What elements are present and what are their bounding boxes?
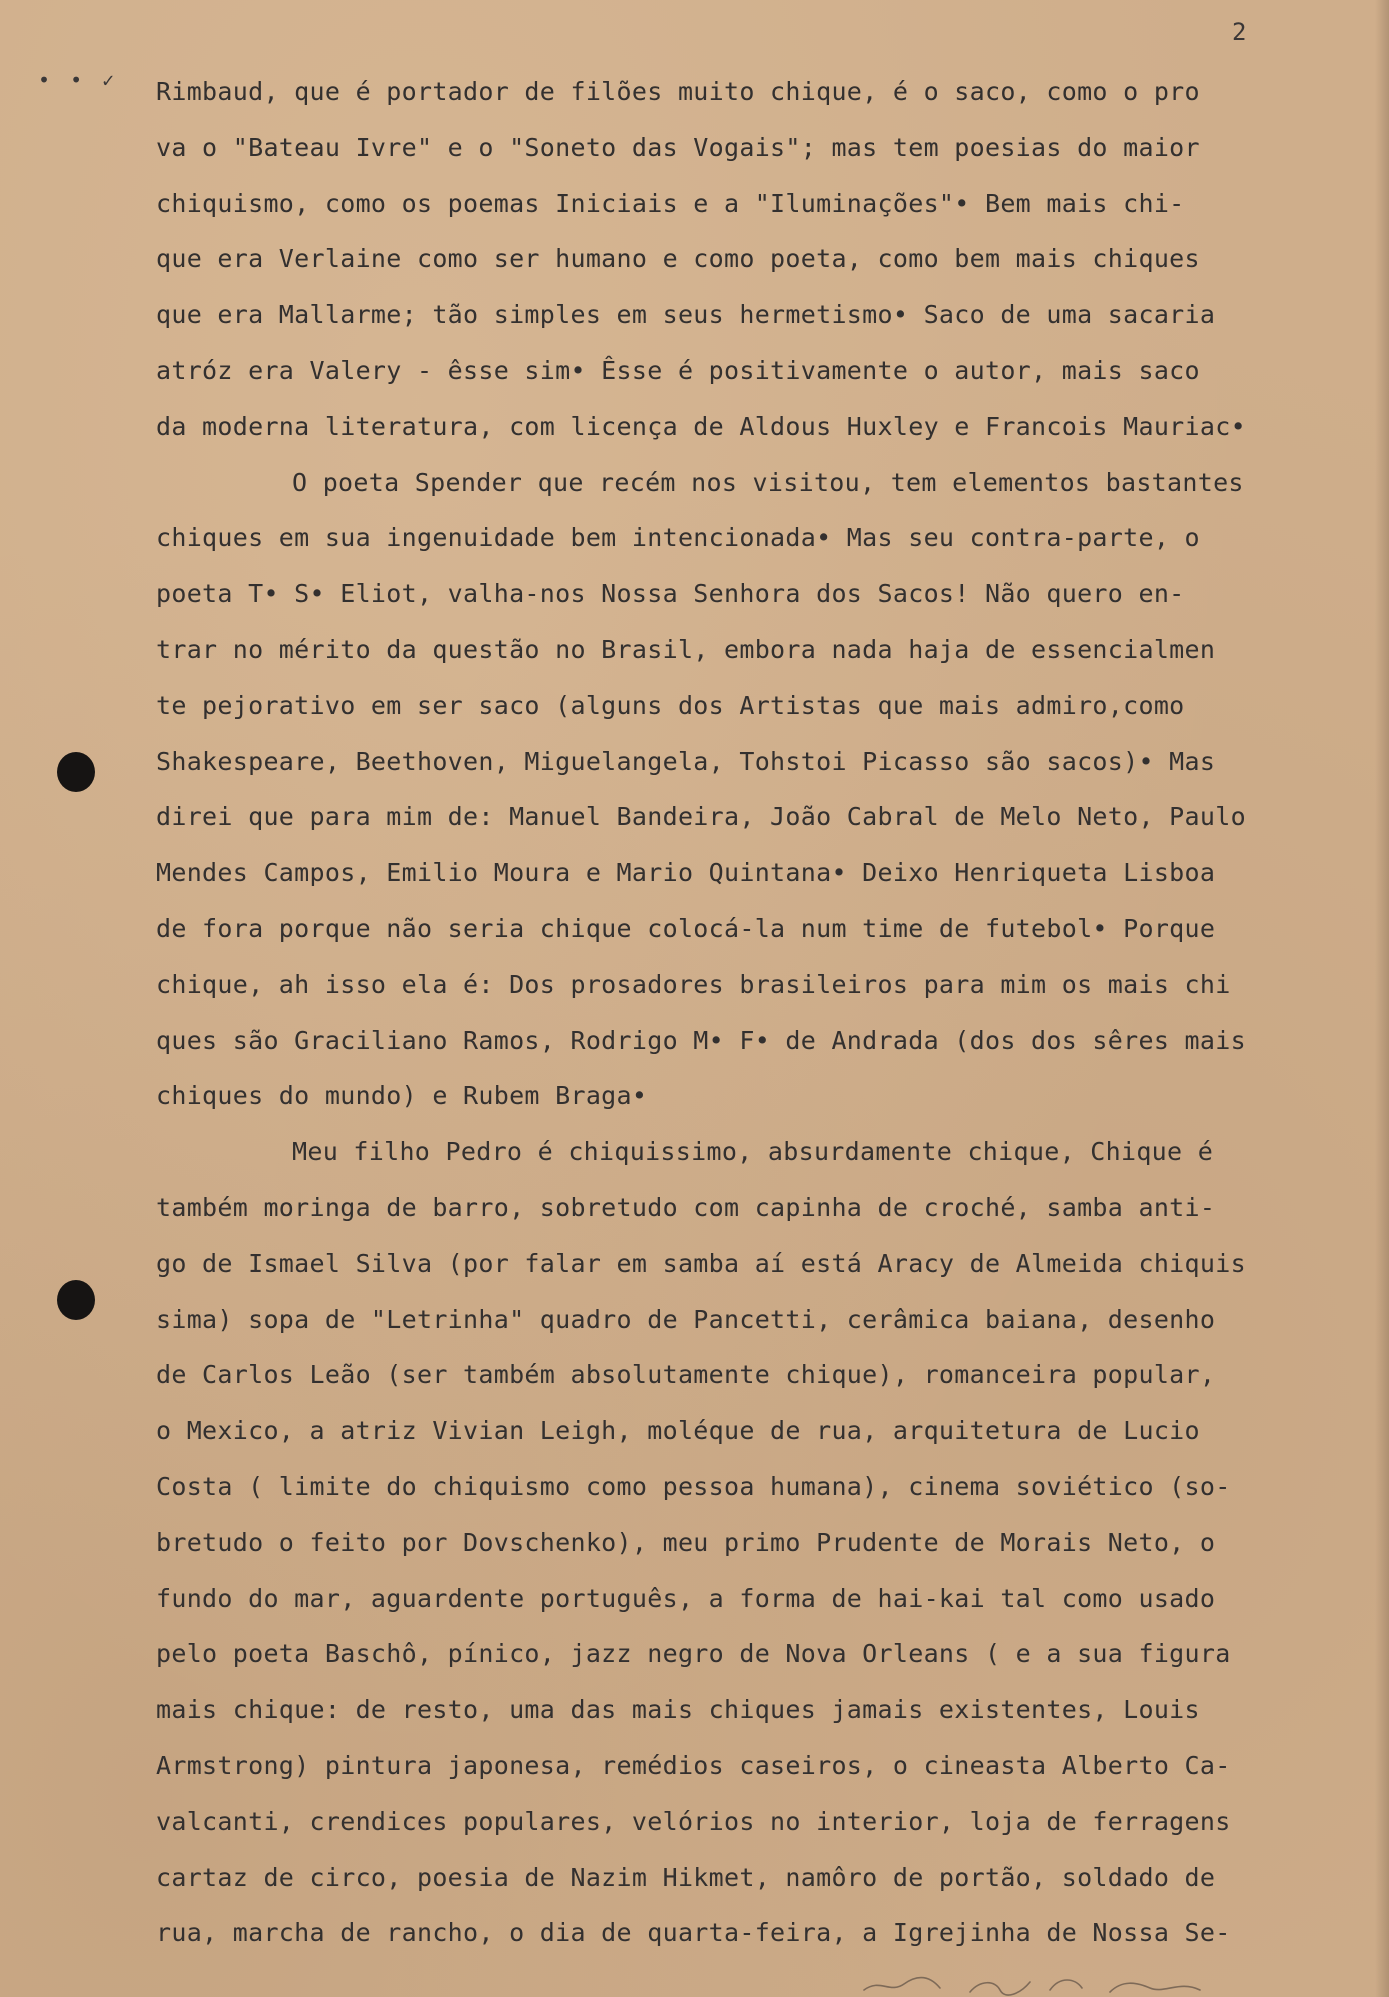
- text-line: O poeta Spender que recém nos visitou, tem elementos bastantes: [292, 467, 1244, 497]
- text-line: pelo poeta Baschô, pínico, jazz negro de Nova Orleans ( e a sua figura: [156, 1639, 1231, 1669]
- text-line: atróz era Valery - êsse sim• Êsse é positivamente o autor, mais saco: [156, 355, 1200, 385]
- text-line: trar no mérito da questão no Brasil, embora nada haja de essencialmen: [156, 634, 1216, 664]
- text-line: rua, marcha de rancho, o dia de quarta-feira, a Igrejinha de Nossa Se-: [156, 1918, 1231, 1948]
- text-line: ques são Graciliano Ramos, Rodrigo M• F• de Andrada (dos dos sêres mais: [156, 1025, 1246, 1055]
- page-edge-shadow: [1375, 0, 1389, 1997]
- text-line: de Carlos Leão (ser também absolutamente chique), romanceira popular,: [156, 1360, 1216, 1390]
- text-line: Armstrong) pintura japonesa, remédios caseiros, o cineasta Alberto Ca-: [156, 1750, 1231, 1780]
- text-line: bretudo o feito por Dovschenko), meu primo Prudente de Morais Neto, o: [156, 1527, 1216, 1557]
- text-line: te pejorativo em ser saco (alguns dos Artistas que mais admiro,como: [156, 690, 1185, 720]
- handwritten-scribble-icon: [860, 1968, 1220, 1996]
- text-line: chiques do mundo) e Rubem Braga•: [156, 1081, 648, 1111]
- body-text: [156, 64, 1356, 1961]
- text-line: va o "Bateau Ivre" e o "Soneto das Vogais"; mas tem poesias do maior: [156, 132, 1200, 162]
- text-line: de fora porque não seria chique colocá-la num time de futebol• Porque: [156, 913, 1216, 943]
- text-line: direi que para mim de: Manuel Bandeira, João Cabral de Melo Neto, Paulo: [156, 802, 1246, 832]
- text-line: chiquismo, como os poemas Iniciais e a "Iluminações"• Bem mais chi-: [156, 188, 1185, 218]
- text-line: que era Mallarme; tão simples em seus hermetismo• Saco de uma sacaria: [156, 300, 1216, 330]
- text-line: Costa ( limite do chiquismo como pessoa humana), cinema soviético (so-: [156, 1471, 1231, 1501]
- text-line: Meu filho Pedro é chiquissimo, absurdamente chique, Chique é: [292, 1137, 1214, 1167]
- text-line: também moringa de barro, sobretudo com capinha de croché, samba anti-: [156, 1192, 1216, 1222]
- text-line: da moderna literatura, com licença de Aldous Huxley e Francois Mauriac•: [156, 411, 1246, 441]
- page-number: 2: [1232, 18, 1247, 46]
- text-line: o Mexico, a atriz Vivian Leigh, moléque de rua, arquitetura de Lucio: [156, 1416, 1200, 1446]
- text-line: Shakespeare, Beethoven, Miguelangela, Tohstoi Picasso são sacos)• Mas: [156, 746, 1216, 776]
- text-line: chique, ah isso ela é: Dos prosadores brasileiros para mim os mais chi: [156, 969, 1231, 999]
- text-line: valcanti, crendices populares, velórios no interior, loja de ferragens: [156, 1806, 1231, 1836]
- text-line: fundo do mar, aguardente português, a forma de hai-kai tal como usado: [156, 1583, 1216, 1613]
- text-line: Rimbaud, que é portador de filões muito chique, é o saco, como o pro: [156, 77, 1200, 106]
- text-line: chiques em sua ingenuidade bem intencionada• Mas seu contra-parte, o: [156, 523, 1200, 553]
- margin-check-mark: • • ✓: [38, 68, 119, 92]
- text-line: go de Ismael Silva (por falar em samba aí está Aracy de Almeida chiquis: [156, 1248, 1246, 1278]
- text-line: que era Verlaine como ser humano e como poeta, como bem mais chiques: [156, 244, 1200, 274]
- text-line: poeta T• S• Eliot, valha-nos Nossa Senhora dos Sacos! Não quero en-: [156, 579, 1185, 609]
- punch-hole-icon: [57, 752, 95, 792]
- text-line: cartaz de circo, poesia de Nazim Hikmet, namôro de portão, soldado de: [156, 1862, 1216, 1892]
- text-line: mais chique: de resto, uma das mais chiques jamais existentes, Louis: [156, 1695, 1200, 1725]
- punch-hole-icon: [57, 1280, 95, 1320]
- text-line: sima) sopa de "Letrinha" quadro de Pancetti, cerâmica baiana, desenho: [156, 1304, 1216, 1334]
- text-line: Mendes Campos, Emilio Moura e Mario Quintana• Deixo Henriqueta Lisboa: [156, 858, 1216, 888]
